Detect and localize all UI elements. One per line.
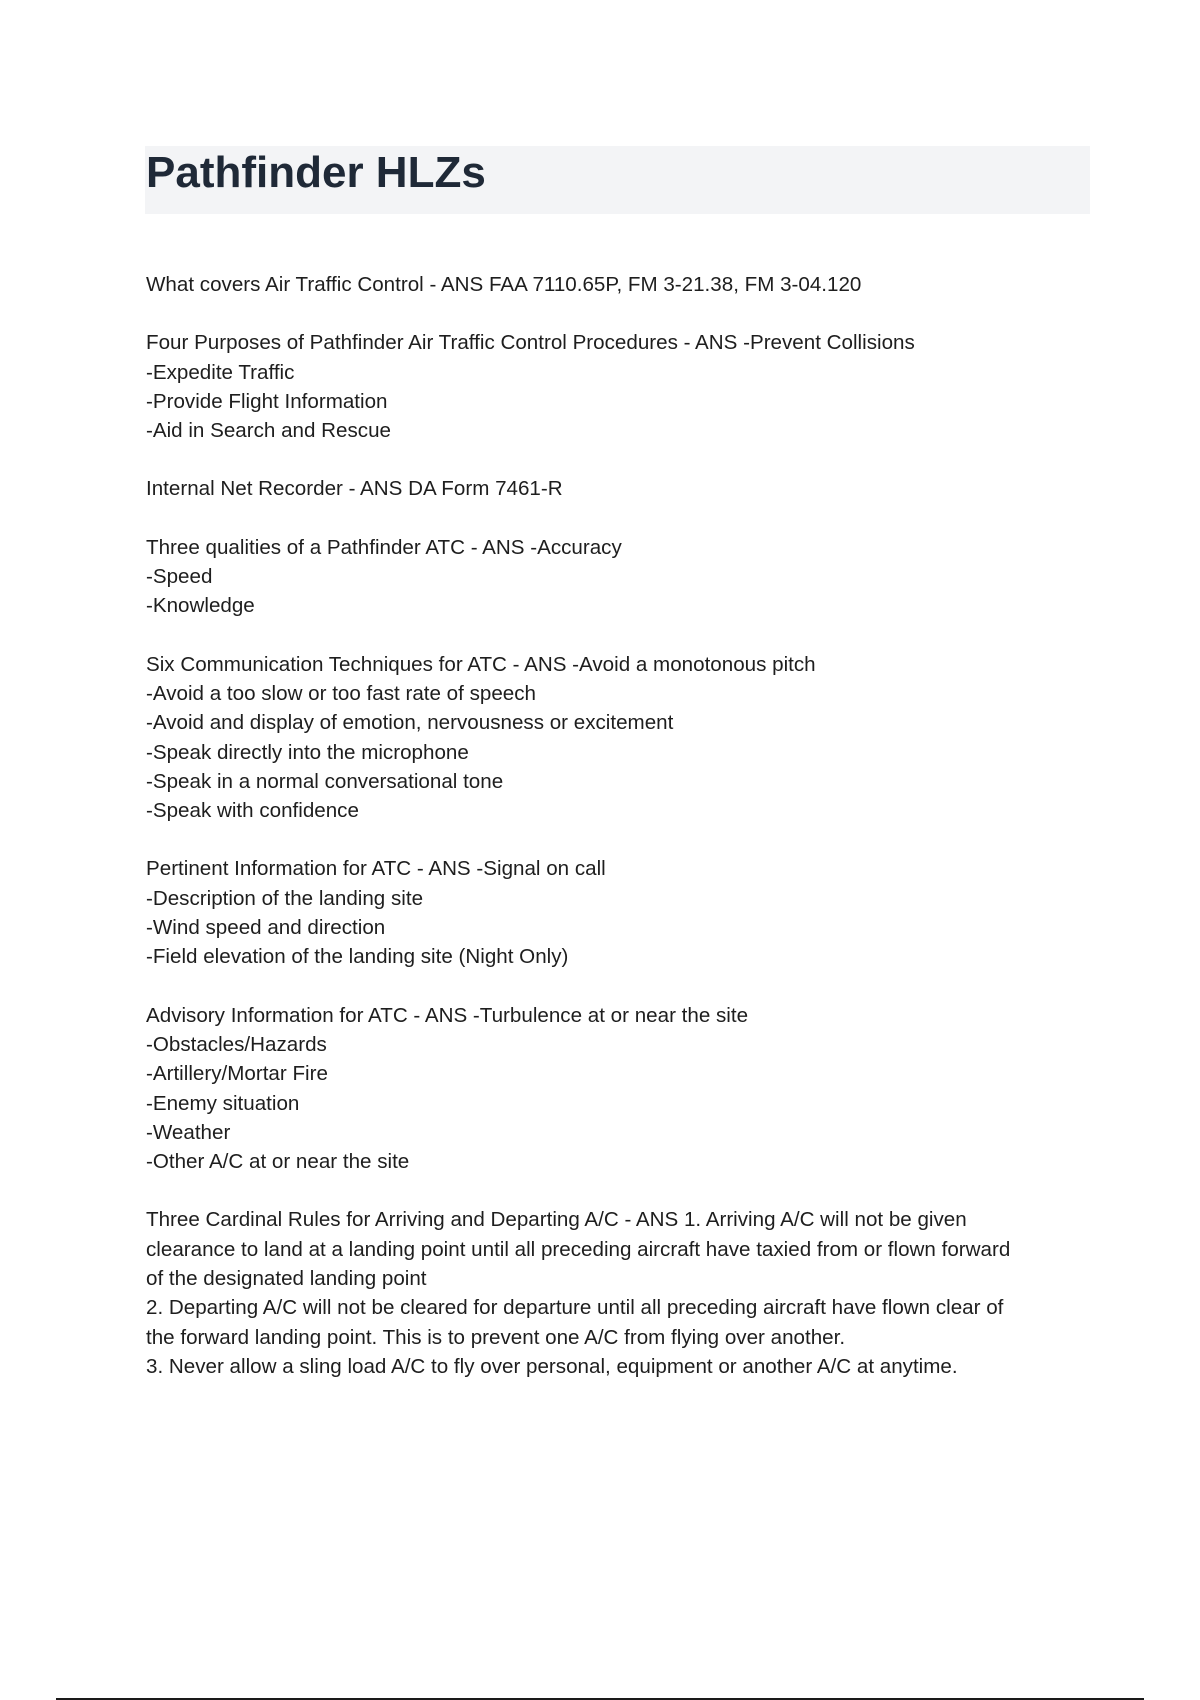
- text-line: -Speak in a normal conversational tone: [146, 769, 504, 793]
- text-line: clearance to land at a landing point until all preceding aircraft have taxied from or flown forward: [146, 1237, 1011, 1261]
- text-line: Three Cardinal Rules for Arriving and Departing A/C - ANS 1. Arriving A/C will not be given: [146, 1208, 967, 1232]
- document-body: [146, 270, 1096, 1410]
- text-line: -Wind speed and direction: [146, 916, 386, 940]
- qa-block-1: [146, 270, 1096, 299]
- text-line: Advisory Information for ATC - ANS -Turbulence at or near the site: [146, 1003, 749, 1027]
- text-line: Three qualities of a Pathfinder ATC - ANS -Accuracy: [146, 535, 622, 559]
- text-line: Internal Net Recorder - ANS DA Form 7461-R: [146, 477, 563, 501]
- text-line: -Speak with confidence: [146, 799, 359, 823]
- text-line: 2. Departing A/C will not be cleared for departure until all preceding aircraft have flown clear of: [146, 1296, 1004, 1320]
- text-line: Pertinent Information for ATC - ANS -Signal on call: [146, 857, 606, 881]
- text-line: -Weather: [146, 1120, 231, 1144]
- text-line: of the designated landing point: [146, 1267, 427, 1291]
- text-line: -Aid in Search and Rescue: [146, 419, 391, 443]
- qa-block-5: [146, 650, 1096, 826]
- text-line: -Other A/C at or near the site: [146, 1150, 410, 1174]
- text-line: -Knowledge: [146, 594, 255, 618]
- text-line: -Field elevation of the landing site (Night Only): [146, 945, 569, 969]
- text-line: -Speed: [146, 565, 213, 589]
- text-line: 3. Never allow a sling load A/C to fly over personal, equipment or another A/C at anytime.: [146, 1354, 958, 1378]
- text-line: Six Communication Techniques for ATC - ANS -Avoid a monotonous pitch: [146, 652, 816, 676]
- text-line: -Avoid a too slow or too fast rate of speech: [146, 681, 536, 705]
- text-line: -Provide Flight Information: [146, 389, 388, 413]
- qa-block-3: [146, 474, 1096, 503]
- text-line: -Description of the landing site: [146, 886, 424, 910]
- text-line: -Speak directly into the microphone: [146, 740, 469, 764]
- text-line: the forward landing point. This is to prevent one A/C from flying over another.: [146, 1325, 846, 1349]
- qa-block-7: [146, 1001, 1096, 1177]
- text-line: -Avoid and display of emotion, nervousness or excitement: [146, 711, 674, 735]
- qa-block-8: [146, 1205, 1096, 1381]
- page-title: Pathfinder HLZs: [146, 148, 486, 197]
- text-line: -Obstacles/Hazards: [146, 1032, 327, 1056]
- text-line: What covers Air Traffic Control - ANS FAA 7110.65P, FM 3-21.38, FM 3-04.120: [146, 273, 862, 296]
- qa-block-4: [146, 533, 1096, 621]
- text-line: Four Purposes of Pathfinder Air Traffic Control Procedures - ANS -Prevent Collisions: [146, 331, 915, 355]
- qa-block-6: [146, 854, 1096, 971]
- text-line: -Enemy situation: [146, 1091, 300, 1115]
- text-line: -Artillery/Mortar Fire: [146, 1062, 328, 1086]
- text-line: -Expedite Traffic: [146, 360, 295, 384]
- qa-block-2: [146, 328, 1096, 445]
